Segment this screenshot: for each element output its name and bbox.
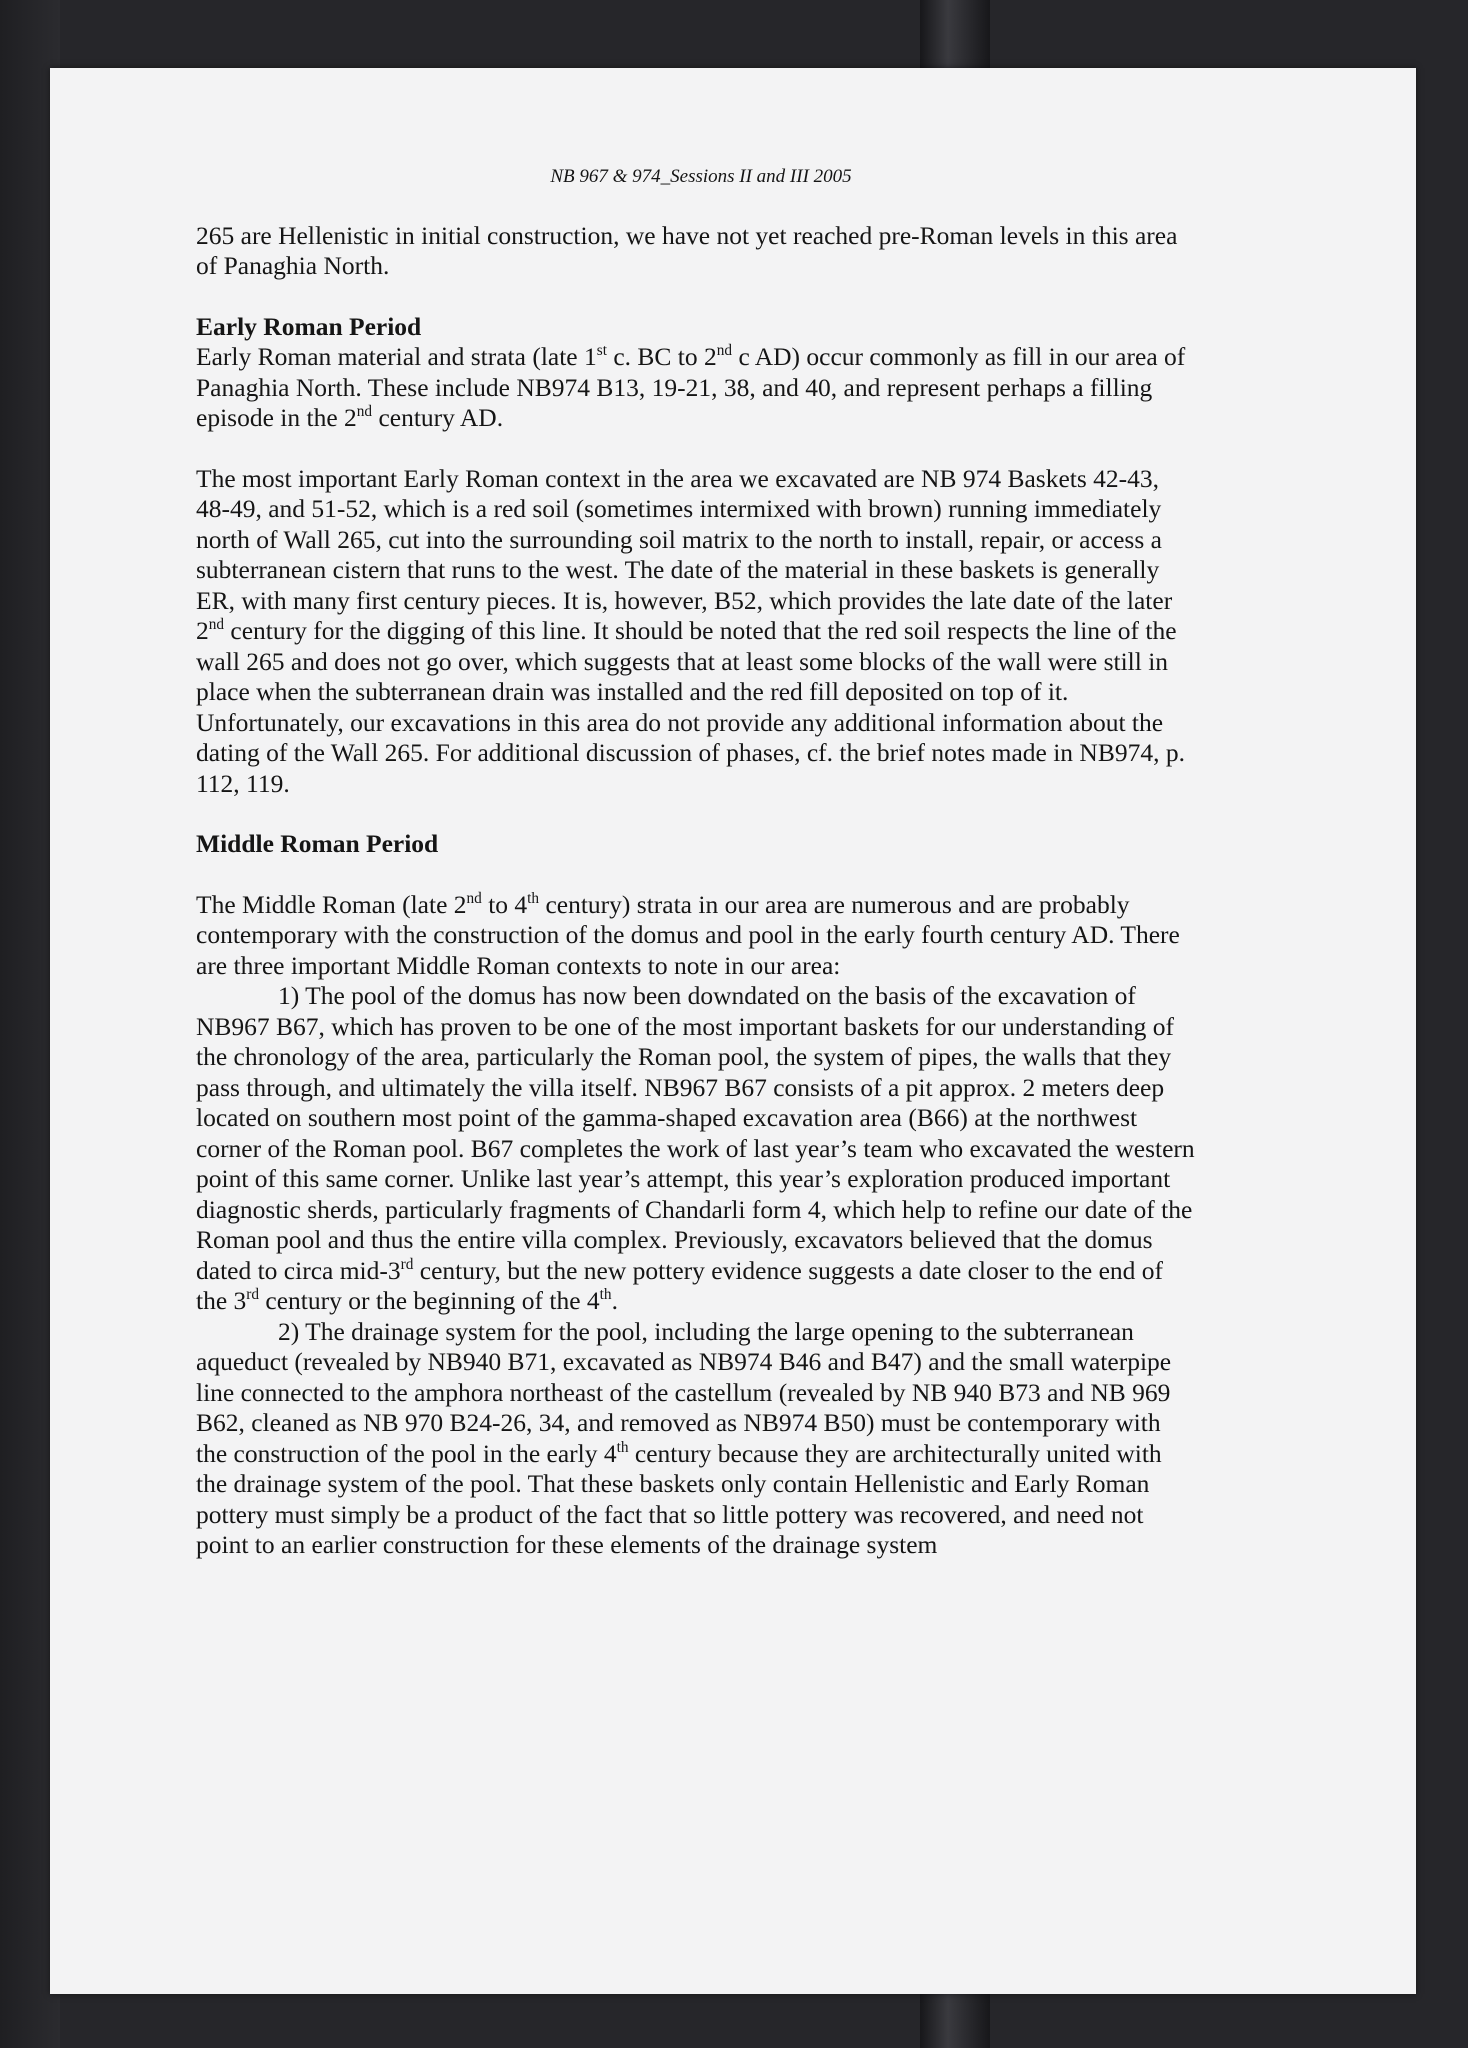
early-roman-paragraph-1: Early Roman material and strata (late 1st c. BC to 2nd c AD) occur commonly as fill in our area of Panaghia North. These include NB974 B13, 19-21, 38, and 40, and represent perhaps a filling episode in the 2nd century AD. — [196, 342, 1186, 432]
section-heading-early-roman: Early Roman Period — [196, 311, 422, 341]
section-heading-middle-roman: Middle Roman Period — [196, 829, 439, 858]
early-roman-paragraph-2: The most important Early Roman context in the area we excavated are NB 974 Baskets 42-43, 48-49, and 51-52, which is a red soil (sometimes intermixed with brown) running immediately north of Wall 265, cut into the surrounding soil matrix to the north to install, repair, or access a subterranean cistern that runs to the west. The date of the material in these baskets is generally ER, with many first century pieces. It is, however, B52, which provides the late date of the later 2nd century for the digging of this line. It should be noted that the red soil respects the line of the wall 265 and does not go over, which suggests that at least some blocks of the wall were still in place when the subterranean drain was installed and the red fill deposited on top of it. Unfortunately, our excavations in this area do not provide any additional information about the dating of the Wall 265. For additional discussion of phases, cf. the brief notes made in NB974, p. 112, 119. — [196, 463, 1185, 798]
middle-roman-item-2: 2) The drainage system for the pool, including the large opening to the subterranean aqueduct (revealed by NB940 B71, excavated as NB974 B46 and B47) and the small waterpipe line connected to the amphora northeast of the castellum (revealed by NB 940 B73 and NB 969 B62, cleaned as NB 970 B24-26, 34, and removed as NB974 B50) must be contemporary with the construction of the pool in the early 4th century because they are architecturally united with the drainage system of the pool. That these baskets only contain Hellenistic and Early Roman pottery must simply be a product of the fact that so little pottery was recovered, and need not point to an earlier construction for these elements of the drainage system — [196, 1316, 1172, 1559]
binding-strap-bottom — [920, 1990, 990, 2048]
page-content — [196, 162, 1196, 1561]
paragraph-gap — [196, 860, 1196, 890]
middle-roman-paragraph-1: The Middle Roman (late 2nd to 4th century) strata in our area are numerous and are probably contemporary with the construction of the domus and pool in the early fourth century AD. There are three important Middle Roman contexts to note in our area: — [196, 889, 1180, 980]
running-head: NB 967 & 974_Sessions II and III 2005 — [550, 166, 852, 187]
paragraph-gap — [196, 799, 1196, 829]
intro-paragraph: 265 are Hellenistic in initial construction, we have not yet reached pre-Roman levels in this area of Panaghia North. — [196, 220, 1178, 280]
paragraph-gap — [196, 434, 1196, 464]
paragraph-gap — [196, 282, 1196, 312]
binding-strap-top — [920, 0, 990, 68]
middle-roman-item-1: 1) The pool of the domus has now been downdated on the basis of the excavation of NB967 B67, which has proven to be one of the most important baskets for our understanding of the chronology of the area, particularly the Roman pool, the system of pipes, the walls that they pass through, and ultimately the villa itself. NB967 B67 consists of a pit approx. 2 meters deep located on southern most point of the gamma-shaped excavation area (B66) at the northwest corner of the Roman pool. B67 completes the work of last year’s team who excavated the western point of this same corner. Unlike last year’s attempt, this year’s exploration produced important diagnostic sherds, particularly fragments of Chandarli form 4, which help to refine our date of the Roman pool and thus the entire villa complex. Previously, excavators believed that the domus dated to circa mid-3rd century, but the new pottery evidence suggests a date closer to the end of the 3rd century or the beginning of the 4th. — [196, 981, 1195, 1315]
